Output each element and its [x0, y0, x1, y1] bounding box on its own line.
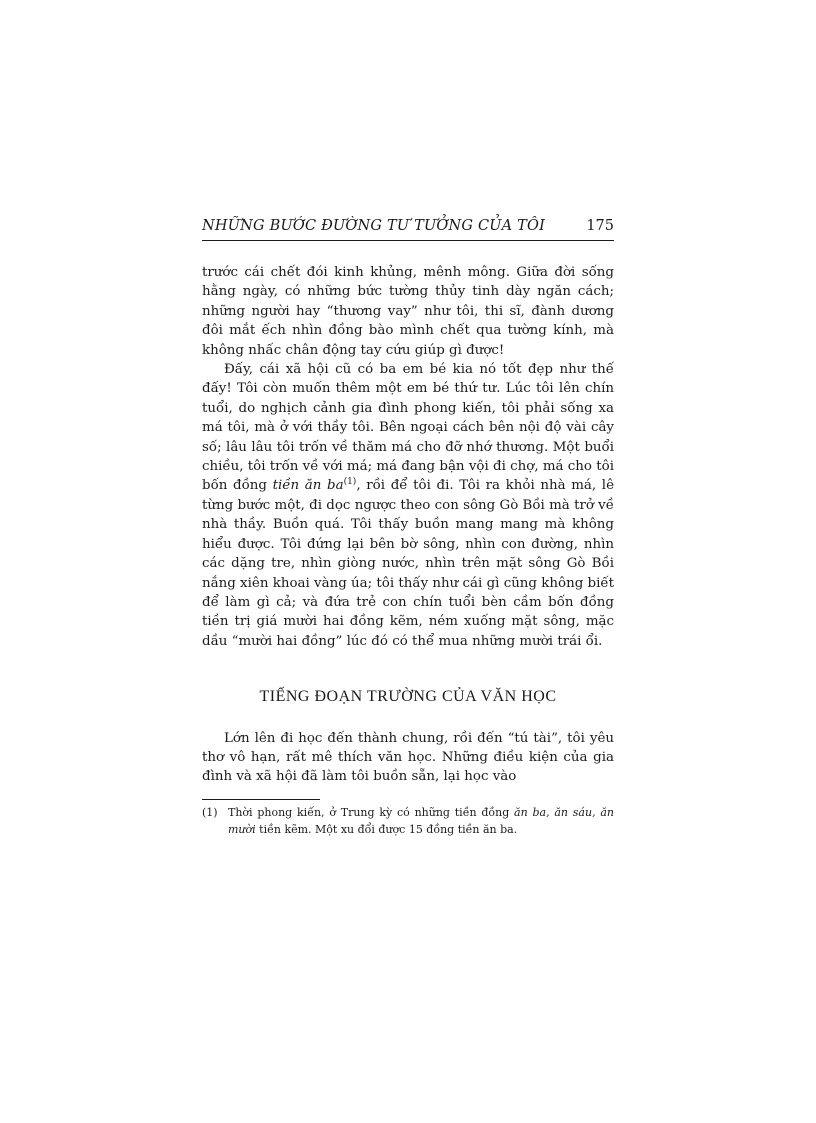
paragraph-2-text-b: , rồi để tôi đi. Tôi ra khỏi nhà má, lê từng bước một, đi dọc ngược theo con sông Gò Bồi mà trở về nhà thầy. Buồn quá. Tôi thấy buồn mang mang mà không hiểu được. Tôi đứng lại bên bờ sông, nhìn con đường, nhìn các dặng tre, nhìn giòng nước, nhìn trên mặt sông Gò Bồi nắng xiên khoai vàng úa; tôi thấy như cái gì cũng không biết để làm gì cả; và đứa trẻ con chín tuổi bèn cầm bốn đồng tiền trị giá mười hai đồng kẽm, ném xuống mặt sông, mặc dầu “mười hai đồng” lúc đó có thể mua những mười trái ổi.: [202, 478, 614, 649]
book-page: [202, 214, 614, 838]
body-text: [202, 263, 614, 838]
footnote: [202, 804, 614, 838]
paragraph-3: Lớn lên đi học đến thành chung, rồi đến “tú tài”, tôi yêu thơ vô hạn, rất mê thích văn học. Những điều kiện của gia đình và xã hội đã làm tôi buồn sẵn, lại học vào: [202, 730, 614, 785]
chapter-title: NHỮNG BƯỚC ĐƯỜNG TƯ TƯỞNG CỦA TÔI: [202, 218, 546, 234]
footnote-text-b: tiền kẽm. Một xu đổi được 15 đồng tiền ăn ba.: [255, 822, 518, 836]
footnote-mark: (1): [202, 805, 218, 819]
paragraph-2-text-a: Đấy, cái xã hội cũ có ba em bé kia nó tốt đẹp như thế đấy! Tôi còn muốn thêm một em bé thứ tư. Lúc tôi lên chín tuổi, do nghịch cảnh gia đình phong kiến, tôi phải sống xa má tôi, mà ở với thầy tôi. Bên ngoại cách bên nội độ vài cây số; lâu lâu tôi trốn về thăm má cho đỡ nhớ thương. Một buổi chiều, tôi trốn về với má; má đang bận vội đi chợ, má cho tôi bốn đồng: [202, 362, 614, 494]
section-heading: TIẾNG ĐOẠN TRƯỜNG CỦA VĂN HỌC: [259, 688, 557, 706]
footnote-reference: (1): [343, 477, 357, 488]
paragraph-1: trước cái chết đói kinh khủng, mênh mông. Giữa đời sống hằng ngày, có những bức tường thủy tinh dày ngăn cách; những người hay “thương vay” như tôi, thi sĩ, đành dương đôi mắt ếch nhìn đồng bào mình chết qua tường kính, mà không nhấc chân động tay cứu giúp gì được!: [202, 265, 614, 358]
page-number: 175: [586, 218, 614, 234]
paragraph-2-italic: tiền ăn ba: [272, 478, 344, 494]
running-header: [202, 214, 614, 241]
footnote-text-a: Thời phong kiến, ở Trung kỳ có những tiền đồng: [228, 805, 515, 819]
paragraph-2: [202, 360, 614, 651]
footnote-text: [228, 804, 614, 838]
footnote-divider: [202, 799, 320, 800]
footnote-italic: ăn ba, ăn sáu, ăn mười: [228, 805, 614, 836]
